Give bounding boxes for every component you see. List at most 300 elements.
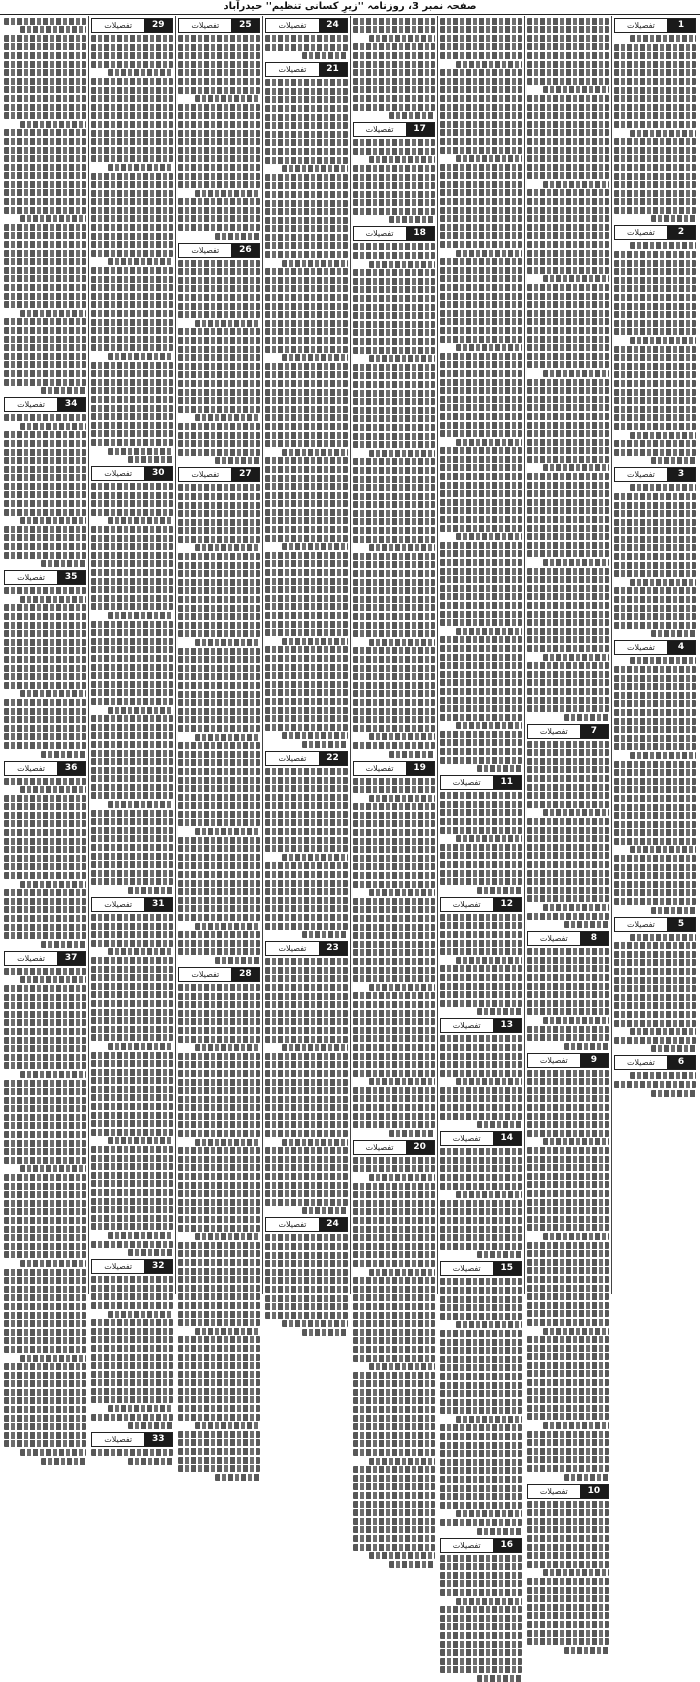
text-line [614, 735, 696, 742]
text-line [440, 26, 522, 33]
text-line [4, 241, 86, 248]
text-line [91, 215, 173, 222]
text-line [440, 705, 522, 712]
text-line [178, 716, 260, 723]
text-line [369, 35, 435, 42]
text-line [456, 1416, 522, 1423]
text-line [4, 1389, 86, 1396]
text-line [91, 741, 173, 748]
text-line [91, 655, 173, 662]
item-number-box [353, 122, 435, 137]
text-line [178, 397, 260, 404]
text-line [178, 948, 260, 955]
text-line [477, 1675, 522, 1682]
text-line [265, 811, 347, 818]
news-item [527, 18, 609, 721]
item-number: 31 [144, 898, 172, 911]
text-line [440, 396, 522, 403]
item-number: 4 [667, 641, 695, 654]
text-line [614, 268, 696, 275]
text-line [91, 1276, 173, 1283]
text-line [440, 1313, 522, 1320]
text-line [527, 1431, 609, 1438]
text-line [527, 1552, 609, 1559]
text-line [440, 258, 522, 265]
text-line [369, 261, 435, 268]
text-line [564, 1474, 609, 1481]
text-line [440, 507, 522, 514]
text-line [20, 881, 86, 888]
text-line [4, 994, 86, 1001]
text-line [440, 52, 522, 59]
text-line [265, 500, 347, 507]
text-line [178, 1319, 260, 1326]
text-line [630, 35, 696, 42]
text-line [477, 887, 522, 894]
text-line [178, 1027, 260, 1034]
text-line [178, 484, 260, 491]
text-line [614, 675, 696, 682]
text-line [353, 992, 435, 999]
news-column [2, 16, 88, 1294]
text-line [353, 243, 435, 250]
text-line [440, 1502, 522, 1509]
text-line [440, 714, 522, 721]
text-line [4, 483, 86, 490]
item-tag: تفصیلات [539, 726, 568, 736]
text-line [195, 1044, 261, 1051]
text-line [630, 846, 696, 853]
text-line [4, 630, 86, 637]
text-line [651, 1045, 696, 1052]
item-tag: تفصیلات [278, 65, 307, 75]
text-line [178, 931, 260, 938]
text-line [369, 984, 435, 991]
text-line [265, 148, 347, 155]
text-line [4, 1277, 86, 1284]
text-line [353, 1217, 435, 1224]
text-line [4, 250, 86, 257]
text-line [527, 1336, 609, 1343]
text-line [178, 1130, 260, 1137]
text-line [265, 337, 347, 344]
item-number: 7 [580, 725, 608, 738]
text-line [614, 769, 696, 776]
text-line [178, 854, 260, 861]
text-line [440, 991, 522, 998]
item-number: 17 [406, 123, 434, 136]
text-line [614, 311, 696, 318]
news-item [4, 951, 86, 1465]
text-line [91, 327, 173, 334]
text-line [614, 795, 696, 802]
text-line [178, 138, 260, 145]
text-line [440, 336, 522, 343]
text-line [91, 646, 173, 653]
text-line [353, 596, 435, 603]
text-line [353, 78, 435, 85]
text-line [527, 507, 609, 514]
text-line [440, 293, 522, 300]
text-line [527, 1362, 609, 1369]
text-line [440, 568, 522, 575]
text-line [527, 1379, 609, 1386]
text-line [353, 708, 435, 715]
text-line [195, 544, 261, 551]
text-line [4, 587, 86, 594]
text-line [353, 390, 435, 397]
text-line [456, 155, 522, 162]
text-line [20, 1260, 86, 1267]
text-line [389, 216, 434, 223]
text-line [91, 758, 173, 765]
text-line [91, 121, 173, 128]
text-line [564, 921, 609, 928]
text-line [440, 361, 522, 368]
text-line [353, 252, 435, 259]
text-line [527, 1070, 609, 1077]
text-line [527, 387, 609, 394]
text-line [4, 838, 86, 845]
text-line [614, 959, 696, 966]
text-line [353, 846, 435, 853]
text-line [178, 1311, 260, 1318]
text-line [440, 965, 522, 972]
text-line [527, 1353, 609, 1360]
text-line [91, 1302, 173, 1309]
text-line [178, 1036, 260, 1043]
text-line [440, 138, 522, 145]
text-line [440, 1563, 522, 1570]
item-tag: تفصیلات [626, 1058, 655, 1068]
text-line [353, 1346, 435, 1353]
text-line [440, 1641, 522, 1648]
text-line [440, 1589, 522, 1596]
text-line [91, 914, 173, 921]
text-line [353, 1070, 435, 1077]
text-line [195, 1139, 261, 1146]
text-line [4, 1312, 86, 1319]
text-line [178, 984, 260, 991]
text-line [527, 792, 609, 799]
text-line [527, 1518, 609, 1525]
text-line [353, 604, 435, 611]
text-line [91, 1206, 173, 1213]
text-line [527, 1104, 609, 1111]
text-line [614, 544, 696, 551]
text-line [4, 708, 86, 715]
text-line [265, 794, 347, 801]
text-line [20, 596, 86, 603]
text-line [91, 1198, 173, 1205]
text-line [282, 543, 348, 550]
text-line [91, 1449, 173, 1456]
text-line [91, 1414, 173, 1421]
text-line [440, 983, 522, 990]
text-line [614, 198, 696, 205]
text-line [91, 52, 173, 59]
text-line [440, 757, 522, 764]
text-line [440, 1226, 522, 1233]
text-line [265, 1182, 347, 1189]
text-line [527, 112, 609, 119]
text-line [527, 1199, 609, 1206]
text-line [353, 647, 435, 654]
text-line [265, 871, 347, 878]
text-line [527, 1621, 609, 1628]
item-tag: تفصیلات [278, 944, 307, 954]
text-line [440, 310, 522, 317]
text-line [91, 267, 173, 274]
text-line [178, 207, 260, 214]
text-line [178, 622, 260, 629]
text-line [353, 286, 435, 293]
text-line [614, 718, 696, 725]
text-line [543, 464, 609, 471]
text-line [4, 1432, 86, 1439]
text-line [91, 827, 173, 834]
text-line [353, 812, 435, 819]
text-line [527, 766, 609, 773]
text-line [353, 1518, 435, 1525]
text-line [4, 1183, 86, 1190]
text-line [178, 794, 260, 801]
text-line [178, 562, 260, 569]
text-line [440, 430, 522, 437]
text-line [614, 181, 696, 188]
text-line [440, 1476, 522, 1483]
text-line [353, 975, 435, 982]
text-line [456, 722, 522, 729]
text-line [564, 1647, 609, 1654]
text-line [353, 536, 435, 543]
text-line [440, 688, 522, 695]
item-tag: تفصیلات [17, 953, 46, 963]
text-line [353, 1165, 435, 1172]
text-line [4, 968, 86, 975]
text-line [353, 941, 435, 948]
text-line [20, 1165, 86, 1172]
text-line [265, 612, 347, 619]
text-line [178, 785, 260, 792]
text-line [178, 1465, 260, 1472]
text-line [108, 1137, 174, 1144]
text-line [353, 1501, 435, 1508]
text-line [4, 863, 86, 870]
text-line [265, 1190, 347, 1197]
text-line [265, 1104, 347, 1111]
item-number-box [178, 243, 260, 258]
text-line [614, 743, 696, 750]
text-line [440, 232, 522, 239]
text-line [527, 43, 609, 50]
text-line [527, 1130, 609, 1137]
text-line [265, 777, 347, 784]
news-item [91, 18, 173, 463]
text-line [564, 714, 609, 721]
text-line [353, 838, 435, 845]
text-line [527, 284, 609, 291]
text-line [353, 561, 435, 568]
text-line [195, 95, 261, 102]
news-item [527, 1053, 609, 1481]
text-line [178, 198, 260, 205]
text-line [91, 379, 173, 386]
text-line [4, 500, 86, 507]
item-number: 32 [144, 1260, 172, 1273]
text-line [4, 656, 86, 663]
text-line [353, 510, 435, 517]
text-line [527, 1164, 609, 1171]
text-line [91, 1396, 173, 1403]
text-line [178, 173, 260, 180]
text-line [265, 277, 347, 284]
text-line [20, 423, 86, 430]
item-number-box [4, 570, 86, 585]
text-line [353, 174, 435, 181]
text-line [440, 948, 522, 955]
text-line [527, 250, 609, 257]
text-line [265, 380, 347, 387]
text-line [4, 1002, 86, 1009]
text-line [614, 414, 696, 421]
text-line [440, 1278, 522, 1285]
item-number: 10 [580, 1485, 608, 1498]
text-line [527, 18, 609, 25]
text-line [440, 104, 522, 111]
text-line [614, 363, 696, 370]
text-line [527, 861, 609, 868]
text-line [527, 1456, 609, 1463]
text-line [302, 931, 347, 938]
item-tag: تفصیلات [104, 21, 133, 30]
text-line [215, 457, 260, 464]
text-line [630, 484, 696, 491]
text-line [91, 1129, 173, 1136]
text-line [282, 638, 348, 645]
item-tag: تفصیلات [626, 643, 655, 653]
text-line [543, 809, 609, 816]
text-line [440, 95, 522, 102]
news-item [91, 1259, 173, 1429]
text-line [265, 389, 347, 396]
text-line [91, 638, 173, 645]
text-line [4, 1337, 86, 1344]
news-item [614, 18, 696, 222]
text-line [178, 380, 260, 387]
item-number: 24 [319, 1218, 347, 1231]
text-line [527, 878, 609, 885]
text-line [4, 778, 86, 785]
text-line [353, 182, 435, 189]
text-line [353, 191, 435, 198]
text-line [41, 751, 86, 758]
text-line [91, 130, 173, 137]
text-line [440, 1243, 522, 1250]
text-line [195, 923, 261, 930]
text-line [614, 761, 696, 768]
text-line [353, 208, 435, 215]
text-line [282, 1139, 348, 1146]
text-line [440, 318, 522, 325]
text-line [527, 1388, 609, 1395]
text-line [4, 622, 86, 629]
text-line [265, 432, 347, 439]
text-line [4, 275, 86, 282]
text-line [4, 725, 86, 732]
text-line [4, 699, 86, 706]
text-line [353, 579, 435, 586]
text-line [353, 1234, 435, 1241]
text-line [91, 104, 173, 111]
text-line [527, 95, 609, 102]
text-line [353, 433, 435, 440]
text-line [440, 1217, 522, 1224]
text-line [4, 534, 86, 541]
text-line [440, 1519, 522, 1526]
text-line [108, 448, 174, 455]
text-line [353, 1226, 435, 1233]
text-line [282, 1320, 348, 1327]
text-line [440, 1095, 522, 1102]
text-line [178, 224, 260, 231]
text-line [353, 398, 435, 405]
text-line [91, 61, 173, 68]
text-line [527, 895, 609, 902]
text-line [527, 593, 609, 600]
text-line [178, 862, 260, 869]
text-line [91, 370, 173, 377]
text-line [178, 1061, 260, 1068]
text-line [4, 924, 86, 931]
text-line [440, 559, 522, 566]
text-line [440, 1666, 522, 1673]
text-line [265, 251, 347, 258]
text-line [4, 267, 86, 274]
text-line [614, 951, 696, 958]
text-line [353, 1157, 435, 1164]
text-line [91, 878, 173, 885]
text-line [527, 447, 609, 454]
text-line [282, 1044, 348, 1051]
text-line [353, 1389, 435, 1396]
text-line [527, 499, 609, 506]
text-line [91, 931, 173, 938]
text-line [353, 1113, 435, 1120]
text-line [440, 940, 522, 947]
text-line [4, 733, 86, 740]
item-tag: تفصیلات [191, 969, 220, 979]
text-line [4, 1397, 86, 1404]
text-line [195, 734, 261, 741]
text-line [353, 1053, 435, 1060]
news-item [178, 243, 260, 465]
item-tag: تفصیلات [539, 1486, 568, 1496]
text-line [369, 639, 435, 646]
news-item [265, 1217, 347, 1336]
text-line [353, 1423, 435, 1430]
text-line [440, 1070, 522, 1077]
text-line [353, 622, 435, 629]
text-line [265, 191, 347, 198]
item-tag: تفصیلات [191, 470, 220, 480]
text-line [614, 423, 696, 430]
text-line [195, 1233, 261, 1240]
text-line [527, 353, 609, 360]
text-line [178, 440, 260, 447]
text-line [527, 224, 609, 231]
text-line [108, 612, 174, 619]
